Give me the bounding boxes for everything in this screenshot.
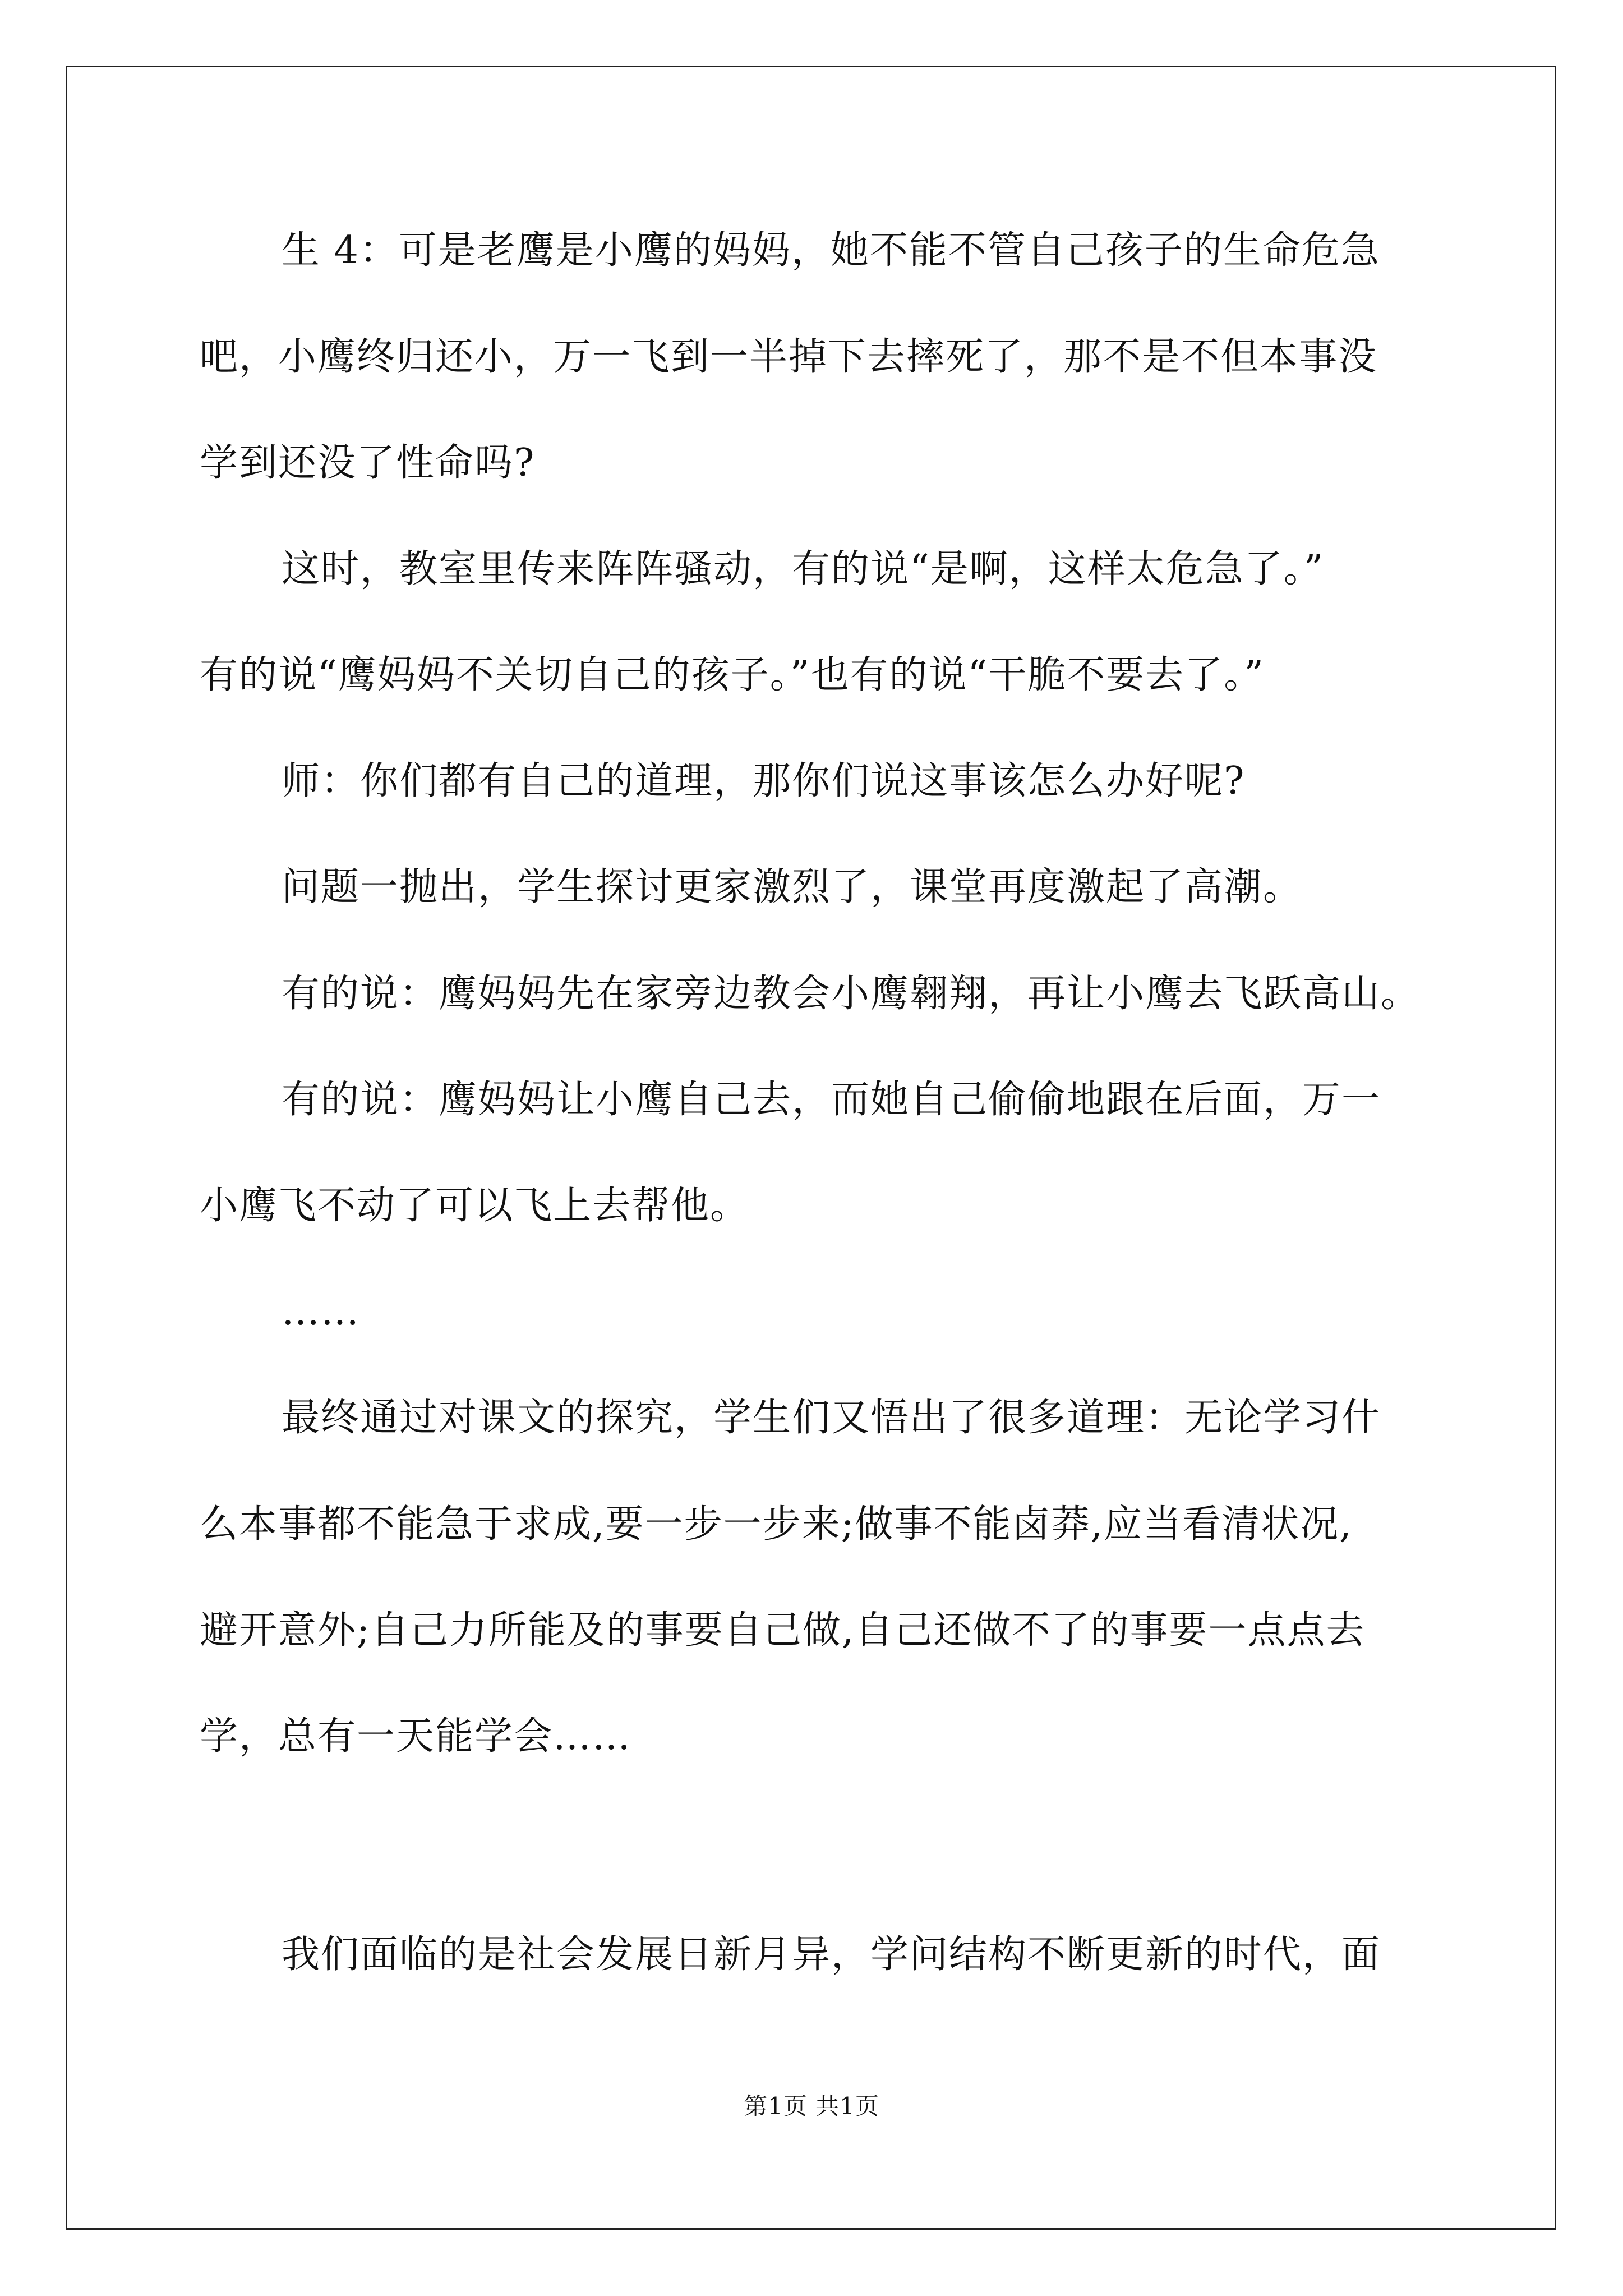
paragraph-1-line-2: 吧，小鹰终归还小，万一飞到一半掉下去摔死了，那不是不但本事没 [200, 335, 1378, 379]
paragraph-8-line-2: 么本事都不能急于求成,要一步一步来;做事不能卤莽,应当看清状况, [200, 1502, 1353, 1547]
paragraph-8-line-3: 避开意外;自己力所能及的事要自己做,自己还做不了的事要一点点去 [200, 1608, 1366, 1653]
paragraph-9-line-1: 我们面临的是社会发展日新月异，学问结构不断更新的时代，面 [282, 1932, 1381, 1977]
paragraph-5-line-1: 有的说：鹰妈妈先在家旁边教会小鹰翱翔，再让小鹰去飞跃高山。 [282, 972, 1421, 1016]
paragraph-6-line-2: 小鹰飞不动了可以飞上去帮他。 [200, 1184, 750, 1228]
paragraph-2-line-2: 有的说“鹰妈妈不关切自己的孩子。”也有的说“干脆不要去了。” [200, 653, 1265, 697]
paragraph-4-line-1: 问题一抛出，学生探讨更家激烈了，课堂再度激起了高潮。 [282, 865, 1303, 909]
paragraph-7-ellipsis: …… [282, 1290, 360, 1334]
paragraph-8-line-4: 学，总有一天能学会…… [200, 1714, 632, 1759]
paragraph-6-line-1: 有的说：鹰妈妈让小鹰自己去，而她自己偷偷地跟在后面，万一 [282, 1078, 1381, 1122]
page-border [66, 66, 1556, 2230]
page-footer: 第1页 共1页 [744, 2092, 879, 2120]
paragraph-8-line-1: 最终通过对课文的探究，学生们又悟出了很多道理：无论学习什 [282, 1396, 1381, 1440]
paragraph-1-line-1: 生 4：可是老鹰是小鹰的妈妈，她不能不管自己孩子的生命危急 [282, 228, 1380, 273]
paragraph-3-line-1: 师：你们都有自己的道理，那你们说这事该怎么办好呢? [282, 759, 1246, 803]
paragraph-2-line-1: 这时，教室里传来阵阵骚动，有的说“是啊，这样太危急了。” [282, 547, 1325, 591]
paragraph-1-line-3: 学到还没了性命吗? [200, 441, 536, 485]
